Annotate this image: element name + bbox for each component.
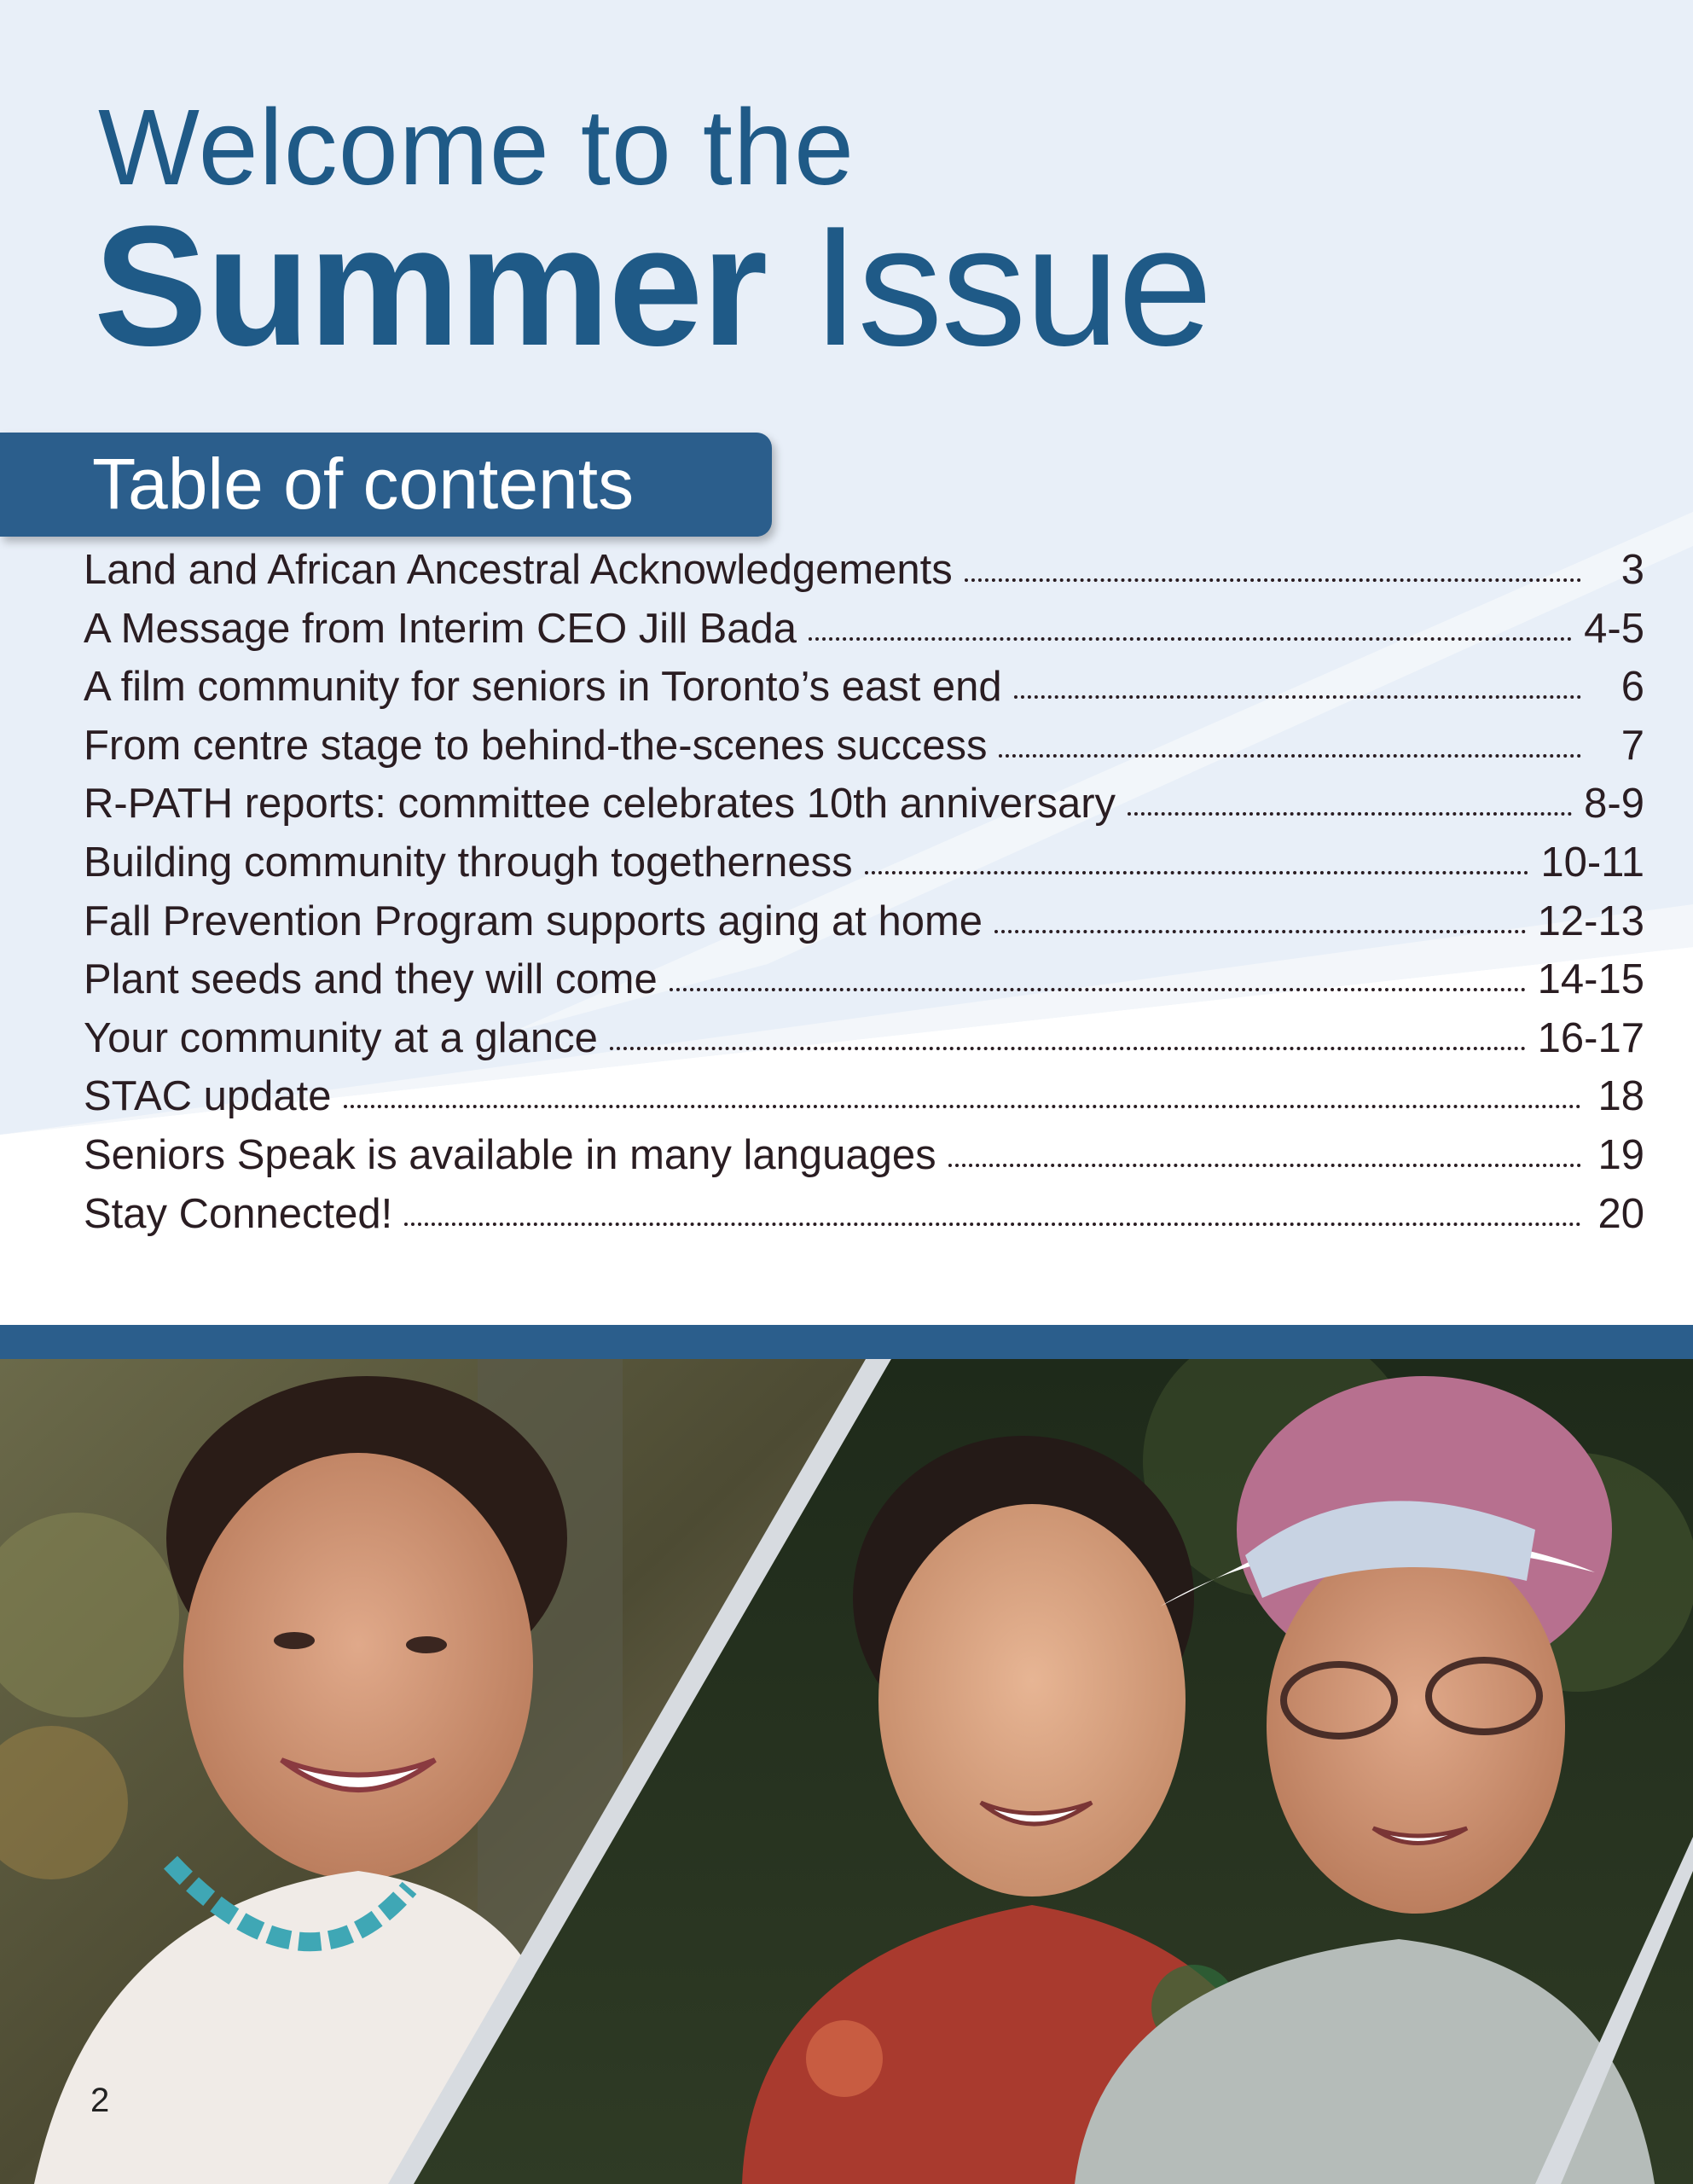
toc-dot-leader (670, 988, 1526, 991)
toc-item-page: 20 (1597, 1190, 1644, 1237)
toc-item-page: 3 (1621, 547, 1644, 593)
toc-item[interactable] (84, 1190, 1644, 1249)
toc-dot-leader (1128, 812, 1572, 816)
toc-item[interactable] (84, 1131, 1644, 1190)
toc-item-title: Seniors Speak is available in many languages (84, 1131, 936, 1178)
toc-item-title: A film community for seniors in Toronto’s east end (84, 664, 1002, 711)
toc-item-page: 7 (1621, 722, 1644, 769)
toc-heading: Table of contents (92, 444, 635, 524)
toc-item-page: 8-9 (1584, 781, 1644, 828)
toc-item-page: 12-13 (1537, 897, 1644, 944)
page-title-line1: Welcome to the (98, 87, 855, 207)
toc-item-page: 16-17 (1537, 1014, 1644, 1061)
divider-bar (0, 1325, 1693, 1359)
toc-item-title: Stay Connected! (84, 1190, 393, 1237)
toc-item-title: From centre stage to behind-the-scenes success (84, 722, 988, 769)
toc-item-title: A Message from Interim CEO Jill Bada (84, 605, 797, 652)
toc-dot-leader (948, 1164, 1581, 1167)
toc-item-page: 19 (1597, 1131, 1644, 1178)
title-issue: Issue (811, 191, 1211, 381)
toc-item[interactable] (84, 546, 1644, 605)
toc-item-page: 6 (1621, 664, 1644, 711)
toc-item[interactable] (84, 1072, 1644, 1131)
toc-item-page: 4-5 (1584, 605, 1644, 652)
toc-item-title: R-PATH reports: committee celebrates 10th anniversary (84, 781, 1116, 828)
toc-item[interactable] (84, 839, 1644, 897)
toc-item-title: Land and African Ancestral Acknowledgements (84, 547, 953, 593)
toc-dot-leader (344, 1105, 1581, 1108)
toc-dot-leader (965, 578, 1581, 582)
title-summer: Summer (94, 191, 767, 381)
toc-item[interactable] (84, 956, 1644, 1014)
photo-collage (0, 1359, 1693, 2184)
toc-item-page: 14-15 (1537, 956, 1644, 1003)
page-number: 2 (90, 2082, 110, 2119)
toc-item[interactable] (84, 663, 1644, 722)
toc-item-page: 18 (1597, 1073, 1644, 1120)
toc-dot-leader (865, 871, 1529, 874)
toc-dot-leader (404, 1223, 1581, 1226)
toc-dot-leader (999, 754, 1581, 758)
toc-item-title: Building community through togetherness (84, 839, 853, 886)
toc-item[interactable] (84, 780, 1644, 839)
toc-item[interactable] (84, 605, 1644, 664)
toc-item[interactable] (84, 897, 1644, 956)
toc-item[interactable] (84, 1014, 1644, 1073)
page-title-line2 (94, 191, 1211, 381)
toc-item-title: Fall Prevention Program supports aging at home (84, 897, 983, 944)
toc-dot-leader (809, 637, 1572, 641)
toc-heading-banner (0, 433, 772, 537)
toc-item-page: 10-11 (1540, 839, 1644, 886)
table-of-contents (84, 546, 1644, 1248)
toc-item-title: Plant seeds and they will come (84, 956, 658, 1003)
toc-dot-leader (1014, 695, 1581, 699)
toc-dot-leader (994, 930, 1526, 933)
toc-dot-leader (610, 1047, 1526, 1050)
toc-item-title: Your community at a glance (84, 1014, 598, 1061)
toc-item-title: STAC update (84, 1073, 332, 1120)
toc-item[interactable] (84, 722, 1644, 781)
